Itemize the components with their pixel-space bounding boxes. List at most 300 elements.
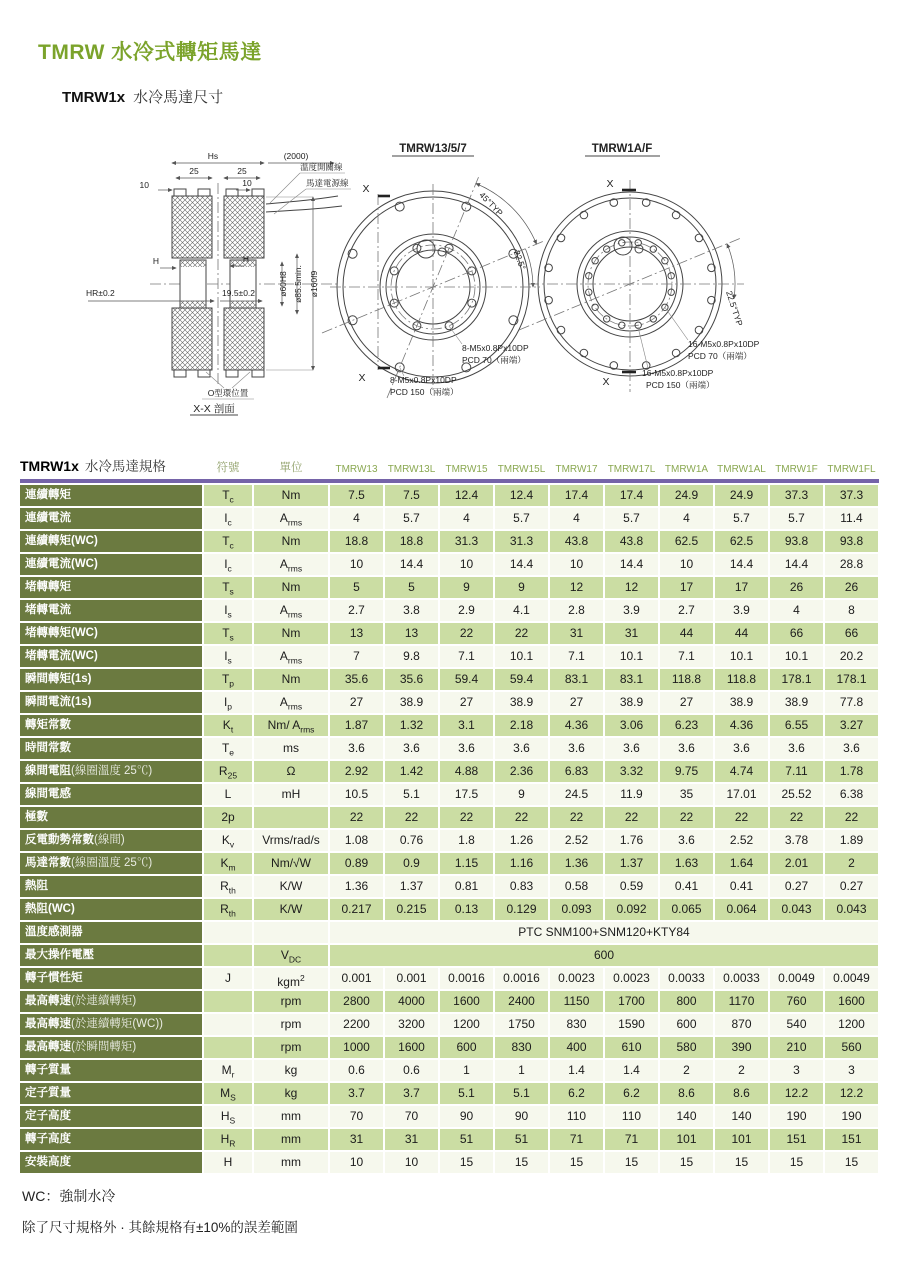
- spec-value: 3.6: [660, 830, 713, 851]
- row-symbol: $K_v$: [204, 830, 252, 851]
- spec-value: 5: [385, 577, 438, 598]
- spec-value: 2: [715, 1060, 768, 1081]
- spec-value: 0.89: [330, 853, 383, 874]
- spec-value: 0.76: [385, 830, 438, 851]
- spec-value: 5.1: [495, 1083, 548, 1104]
- spec-value: 0.41: [660, 876, 713, 897]
- spec-value: 2800: [330, 991, 383, 1012]
- front1-bolt-inner-line2: PCD 70（兩端）: [462, 355, 526, 365]
- row-unit: $A_{rms}$: [254, 600, 328, 621]
- row-symbol: $T_s$: [204, 577, 252, 598]
- spec-value: 3.8: [385, 600, 438, 621]
- spec-value: 2.52: [715, 830, 768, 851]
- spec-value: 1.16: [495, 853, 548, 874]
- spec-value: 38.9: [715, 692, 768, 713]
- spec-value: 44: [660, 623, 713, 644]
- spec-value: 6.23: [660, 715, 713, 736]
- front2-title: TMRW1A/F: [591, 143, 653, 155]
- spec-value: 13: [330, 623, 383, 644]
- spec-value: 2.9: [440, 600, 493, 621]
- spec-value: 10: [330, 554, 383, 575]
- spec-value: 31: [605, 623, 658, 644]
- spec-value: 20.2: [825, 646, 878, 667]
- row-unit: Nm: [254, 669, 328, 690]
- spec-value: 1.37: [385, 876, 438, 897]
- row-unit: rpm: [254, 1037, 328, 1058]
- row-symbol: L: [204, 784, 252, 805]
- row-unit: mH: [254, 784, 328, 805]
- spec-value: 580: [660, 1037, 713, 1058]
- row-symbol: $T_e$: [204, 738, 252, 759]
- table-title: [20, 455, 202, 475]
- row-label: 溫度感測器: [20, 922, 202, 943]
- spec-value: 93.8: [770, 531, 823, 552]
- spec-value: 0.13: [440, 899, 493, 920]
- spec-value: 10.1: [770, 646, 823, 667]
- row-symbol: $I_c$: [204, 554, 252, 575]
- spec-value: 25.52: [770, 784, 823, 805]
- spec-value: 1.8: [440, 830, 493, 851]
- spec-value: 35.6: [385, 669, 438, 690]
- row-unit: K/W: [254, 899, 328, 920]
- spec-value: 0.6: [330, 1060, 383, 1081]
- model-column-header: TMRW1FL: [827, 464, 876, 475]
- spec-value: 3.9: [715, 600, 768, 621]
- spec-value: 10: [385, 1152, 438, 1173]
- spec-value: 71: [605, 1129, 658, 1150]
- spec-value: 0.0023: [550, 968, 603, 989]
- spec-value: 18.8: [385, 531, 438, 552]
- spec-value: 15: [605, 1152, 658, 1173]
- spec-value: 17.4: [605, 485, 658, 506]
- spec-value: 3.6: [385, 738, 438, 759]
- spec-value: 8: [825, 600, 878, 621]
- spec-value: 59.4: [495, 669, 548, 690]
- spec-value: 22: [825, 807, 878, 828]
- row-unit: mm: [254, 1106, 328, 1127]
- spec-value: 15: [770, 1152, 823, 1173]
- spec-value: 0.81: [440, 876, 493, 897]
- spec-value: 1.64: [715, 853, 768, 874]
- row-label: 堵轉轉矩: [20, 577, 202, 598]
- spec-value: 18.8: [330, 531, 383, 552]
- spec-value: 9.75: [660, 761, 713, 782]
- row-symbol: $R_{th}$: [204, 876, 252, 897]
- section-x-top-2: X: [606, 178, 614, 190]
- row-unit: Nm: [254, 577, 328, 598]
- spec-value: 6.2: [550, 1083, 603, 1104]
- model-column-header: TMRW13L: [387, 464, 436, 475]
- spec-value: 101: [715, 1129, 768, 1150]
- spec-value: 38.9: [495, 692, 548, 713]
- row-label: 安裝高度: [20, 1152, 202, 1173]
- spec-value: 7.11: [770, 761, 823, 782]
- spec-value: 11.4: [825, 508, 878, 529]
- spec-value: 66: [770, 623, 823, 644]
- spec-value: 0.83: [495, 876, 548, 897]
- row-symbol: [204, 922, 252, 943]
- spec-value: 2400: [495, 991, 548, 1012]
- spec-value: 17.01: [715, 784, 768, 805]
- spec-value: 3.06: [605, 715, 658, 736]
- spec-value: 1.89: [825, 830, 878, 851]
- row-symbol: $H_S$: [204, 1106, 252, 1127]
- spec-value: 5.7: [495, 508, 548, 529]
- spec-value: 1.37: [605, 853, 658, 874]
- model-column-header: TMRW15L: [497, 464, 546, 475]
- table-title-model: TMRW1x: [20, 458, 79, 474]
- dim-10-left: 10: [139, 180, 149, 190]
- spec-value: 0.27: [770, 876, 823, 897]
- spec-value: 3: [825, 1060, 878, 1081]
- row-symbol: $I_s$: [204, 646, 252, 667]
- unit-column-header: 單位: [279, 462, 303, 474]
- spec-value: 0.092: [605, 899, 658, 920]
- spec-value: 2.7: [660, 600, 713, 621]
- spec-value: 37.3: [770, 485, 823, 506]
- row-label: 轉矩常數: [20, 715, 202, 736]
- dim-h-right: H: [242, 254, 250, 264]
- spec-value: 178.1: [770, 669, 823, 690]
- spec-value: 14.4: [385, 554, 438, 575]
- spec-value: 3.6: [440, 738, 493, 759]
- row-label: 定子質量: [20, 1083, 202, 1104]
- spec-value: 22: [660, 807, 713, 828]
- spec-value: 2.52: [550, 830, 603, 851]
- spec-value: 70: [385, 1106, 438, 1127]
- spec-value: 1: [495, 1060, 548, 1081]
- spec-value: 5.1: [385, 784, 438, 805]
- row-label: 反電動勢常數(線間): [20, 830, 202, 851]
- spec-value: 3.9: [605, 600, 658, 621]
- spec-value: 38.9: [770, 692, 823, 713]
- page-title: TMRW 水冷式轉矩馬達: [38, 41, 262, 64]
- row-span-value: PTC SNM100+SNM120+KTY84: [330, 922, 878, 943]
- spec-table: [20, 452, 879, 1173]
- spec-value: 1000: [330, 1037, 383, 1058]
- spec-value: 11.9: [605, 784, 658, 805]
- row-label: 連續電流: [20, 508, 202, 529]
- row-symbol: J: [204, 968, 252, 989]
- section-x-top-1: X: [362, 183, 370, 195]
- spec-value: 0.043: [825, 899, 878, 920]
- spec-value: 7.5: [330, 485, 383, 506]
- dim-2000: (2000): [283, 151, 309, 161]
- spec-value: 0.217: [330, 899, 383, 920]
- spec-value: 38.9: [385, 692, 438, 713]
- table-title-text: 水冷馬達規格: [84, 459, 166, 474]
- row-symbol: 2p: [204, 807, 252, 828]
- front1-bolt-inner-line1: 8-M5x0.8Px10DP: [462, 343, 529, 353]
- row-label: 定子高度: [20, 1106, 202, 1127]
- subtitle-model: TMRW1x: [62, 89, 126, 106]
- spec-value: 4000: [385, 991, 438, 1012]
- spec-value: 3.6: [550, 738, 603, 759]
- spec-value: 6.38: [825, 784, 878, 805]
- row-label: 瞬間轉矩(1s): [20, 669, 202, 690]
- spec-value: 0.065: [660, 899, 713, 920]
- model-column-header: TMRW1A: [664, 464, 709, 475]
- row-label: 線間電阻(線圈溫度 25℃): [20, 761, 202, 782]
- spec-value: 3.1: [440, 715, 493, 736]
- spec-value: 59.4: [440, 669, 493, 690]
- row-label: 堵轉電流: [20, 600, 202, 621]
- spec-value: 27: [440, 692, 493, 713]
- front1-title: TMRW13/5/7: [399, 143, 467, 155]
- row-symbol: [204, 1037, 252, 1058]
- spec-value: 12.4: [440, 485, 493, 506]
- spec-value: 1.32: [385, 715, 438, 736]
- front-view-tmrw1af: [519, 143, 760, 392]
- row-label: 最高轉速(於連續轉矩(WC)): [20, 1014, 202, 1035]
- row-unit: ms: [254, 738, 328, 759]
- spec-value: 2.7: [330, 600, 383, 621]
- spec-value: 14.4: [715, 554, 768, 575]
- spec-value: 93.8: [825, 531, 878, 552]
- spec-value: 3: [770, 1060, 823, 1081]
- dim-10-right: 10: [242, 178, 252, 188]
- row-unit: kg: [254, 1060, 328, 1081]
- spec-value: 15: [440, 1152, 493, 1173]
- spec-value: 1.4: [550, 1060, 603, 1081]
- spec-value: 760: [770, 991, 823, 1012]
- spec-value: 7.1: [440, 646, 493, 667]
- spec-value: 1.42: [385, 761, 438, 782]
- section-title: X-X 剖面: [193, 403, 235, 415]
- spec-value: 2.8: [550, 600, 603, 621]
- dim-hr: HR±0.2: [86, 288, 115, 298]
- dim-hs: Hs: [207, 151, 219, 161]
- spec-value: 1200: [825, 1014, 878, 1035]
- spec-table-header: [20, 452, 879, 475]
- spec-value: 9.8: [385, 646, 438, 667]
- row-label: 堵轉轉矩(WC): [20, 623, 202, 644]
- row-label: 極數: [20, 807, 202, 828]
- row-symbol: [204, 945, 252, 966]
- spec-value: 12.4: [495, 485, 548, 506]
- spec-value: 3.32: [605, 761, 658, 782]
- spec-value: 24.9: [715, 485, 768, 506]
- spec-value: 2200: [330, 1014, 383, 1035]
- spec-value: 0.0016: [495, 968, 548, 989]
- spec-value: 0.0049: [825, 968, 878, 989]
- subtitle-text: 水冷馬達尺寸: [133, 89, 224, 106]
- row-label: 最高轉速(於瞬間轉矩): [20, 1037, 202, 1058]
- spec-value: 90: [440, 1106, 493, 1127]
- front-view-tmrw1357: [322, 143, 544, 398]
- row-unit: mm: [254, 1152, 328, 1173]
- row-unit: Vrms/rad/s: [254, 830, 328, 851]
- spec-value: 9: [440, 577, 493, 598]
- row-label: 轉子質量: [20, 1060, 202, 1081]
- spec-value: 3.78: [770, 830, 823, 851]
- spec-value: 27: [660, 692, 713, 713]
- spec-value: 0.0016: [440, 968, 493, 989]
- spec-value: 14.4: [605, 554, 658, 575]
- spec-value: 22: [495, 807, 548, 828]
- spec-value: 0.6: [385, 1060, 438, 1081]
- spec-value: 3.6: [770, 738, 823, 759]
- spec-value: 1.36: [330, 876, 383, 897]
- row-label: 熱阻(WC): [20, 899, 202, 920]
- spec-value: 6.83: [550, 761, 603, 782]
- row-unit: $A_{rms}$: [254, 554, 328, 575]
- row-label: 連續轉矩: [20, 485, 202, 506]
- spec-value: 2.18: [495, 715, 548, 736]
- spec-value: 17: [660, 577, 713, 598]
- row-unit: rpm: [254, 991, 328, 1012]
- spec-value: 1750: [495, 1014, 548, 1035]
- model-column-header: TMRW1AL: [717, 464, 766, 475]
- spec-value: 22: [440, 623, 493, 644]
- spec-value: 1.78: [825, 761, 878, 782]
- row-symbol: $R_{th}$: [204, 899, 252, 920]
- spec-value: 0.001: [385, 968, 438, 989]
- spec-value: 31.3: [440, 531, 493, 552]
- spec-value: 83.1: [550, 669, 603, 690]
- spec-value: 15: [495, 1152, 548, 1173]
- spec-value: 83.1: [605, 669, 658, 690]
- row-symbol: $I_p$: [204, 692, 252, 713]
- spec-value: 4.74: [715, 761, 768, 782]
- spec-value: 0.0033: [715, 968, 768, 989]
- front2-bolt-outer-line1: 16-M5x0.8Px10DP: [642, 368, 714, 378]
- spec-value: 0.043: [770, 899, 823, 920]
- spec-value: 0.001: [330, 968, 383, 989]
- spec-value: 5.1: [440, 1083, 493, 1104]
- spec-value: 66: [825, 623, 878, 644]
- spec-value: 31: [385, 1129, 438, 1150]
- front2-bolt-inner-line2: PCD 70（兩端）: [688, 351, 752, 361]
- spec-value: 1590: [605, 1014, 658, 1035]
- spec-value: 37.3: [825, 485, 878, 506]
- spec-value: 7.5: [385, 485, 438, 506]
- row-symbol: $T_c$: [204, 485, 252, 506]
- row-symbol: [204, 991, 252, 1012]
- spec-value: 22: [605, 807, 658, 828]
- spec-value: 27: [550, 692, 603, 713]
- spec-value: 4: [440, 508, 493, 529]
- spec-value: 15: [660, 1152, 713, 1173]
- spec-value: 8.6: [715, 1083, 768, 1104]
- row-unit: Nm/ $A_{rms}$: [254, 715, 328, 736]
- angle-225-label: 22.5°: [511, 248, 528, 272]
- spec-value: 14.4: [770, 554, 823, 575]
- wire-power-label: 馬達電源線: [306, 178, 349, 188]
- spec-value: 118.8: [715, 669, 768, 690]
- row-symbol: $K_t$: [204, 715, 252, 736]
- row-label: 堵轉電流(WC): [20, 646, 202, 667]
- row-symbol: $M_S$: [204, 1083, 252, 1104]
- spec-value: 6.55: [770, 715, 823, 736]
- row-label: 轉子慣性矩: [20, 968, 202, 989]
- spec-value: 1.76: [605, 830, 658, 851]
- spec-value: 1600: [440, 991, 493, 1012]
- spec-value: 24.5: [550, 784, 603, 805]
- row-label: 連續電流(WC): [20, 554, 202, 575]
- spec-value: 4.36: [715, 715, 768, 736]
- spec-value: 3200: [385, 1014, 438, 1035]
- row-symbol: $T_c$: [204, 531, 252, 552]
- row-symbol: $R_{25}$: [204, 761, 252, 782]
- model-column-header: TMRW17L: [607, 464, 656, 475]
- wire-temp-label: 溫度開關線: [300, 162, 343, 172]
- spec-value: 2: [825, 853, 878, 874]
- spec-value: 178.1: [825, 669, 878, 690]
- row-unit: Nm: [254, 531, 328, 552]
- spec-value: 0.064: [715, 899, 768, 920]
- spec-value: 38.9: [605, 692, 658, 713]
- section-x-bottom-1: X: [358, 372, 366, 384]
- spec-value: 71: [550, 1129, 603, 1150]
- footnote-tolerance: 除了尺寸規格外 · 其餘規格有±10%的誤差範圍: [22, 1220, 298, 1235]
- row-symbol: [204, 1014, 252, 1035]
- spec-value: 0.0049: [770, 968, 823, 989]
- spec-value: 15: [550, 1152, 603, 1173]
- dim-dia160: ø160f9: [309, 270, 319, 298]
- spec-value: 390: [715, 1037, 768, 1058]
- spec-value: 7: [330, 646, 383, 667]
- spec-value: 830: [550, 1014, 603, 1035]
- row-unit: kgm$^2$: [254, 968, 328, 989]
- spec-value: 8.6: [660, 1083, 713, 1104]
- spec-value: 27: [330, 692, 383, 713]
- front1-bolt-outer-line2: PCD 150（兩端）: [390, 387, 459, 397]
- row-unit: Ω: [254, 761, 328, 782]
- spec-value: 22: [440, 807, 493, 828]
- spec-value: 118.8: [660, 669, 713, 690]
- front2-bolt-outer-line2: PCD 150（兩端）: [646, 380, 715, 390]
- spec-value: 3.6: [605, 738, 658, 759]
- spec-value: 10.1: [605, 646, 658, 667]
- spec-value: 7.1: [660, 646, 713, 667]
- spec-value: 1.63: [660, 853, 713, 874]
- spec-value: 22: [770, 807, 823, 828]
- spec-value: 2.92: [330, 761, 383, 782]
- spec-value: 13: [385, 623, 438, 644]
- row-unit: Nm: [254, 623, 328, 644]
- spec-value: 1150: [550, 991, 603, 1012]
- spec-value: 3.7: [330, 1083, 383, 1104]
- dim-dia855: ø85.5min.: [293, 265, 303, 303]
- row-label: 線間電感: [20, 784, 202, 805]
- row-symbol: $T_p$: [204, 669, 252, 690]
- spec-value: 1.26: [495, 830, 548, 851]
- row-unit: $A_{rms}$: [254, 508, 328, 529]
- row-label: 最大操作電壓: [20, 945, 202, 966]
- spec-table-body: [20, 485, 879, 1173]
- row-unit: Nm/√W: [254, 853, 328, 874]
- row-symbol: $M_r$: [204, 1060, 252, 1081]
- spec-value: 12.2: [770, 1083, 823, 1104]
- spec-value: 5.7: [605, 508, 658, 529]
- spec-value: 110: [550, 1106, 603, 1127]
- dim-25-right: 25: [237, 166, 247, 176]
- spec-value: 3.7: [385, 1083, 438, 1104]
- dim-195: 19.5±0.2: [222, 288, 256, 298]
- spec-value: 0.093: [550, 899, 603, 920]
- spec-value: 10.1: [715, 646, 768, 667]
- spec-value: 151: [825, 1129, 878, 1150]
- spec-value: 31: [550, 623, 603, 644]
- row-label: 熱阻: [20, 876, 202, 897]
- spec-value: 2.36: [495, 761, 548, 782]
- dim-25-left: 25: [189, 166, 199, 176]
- spec-value: 101: [660, 1129, 713, 1150]
- spec-value: 3.6: [715, 738, 768, 759]
- model-column-header: TMRW15: [445, 464, 488, 475]
- row-unit: $A_{rms}$: [254, 646, 328, 667]
